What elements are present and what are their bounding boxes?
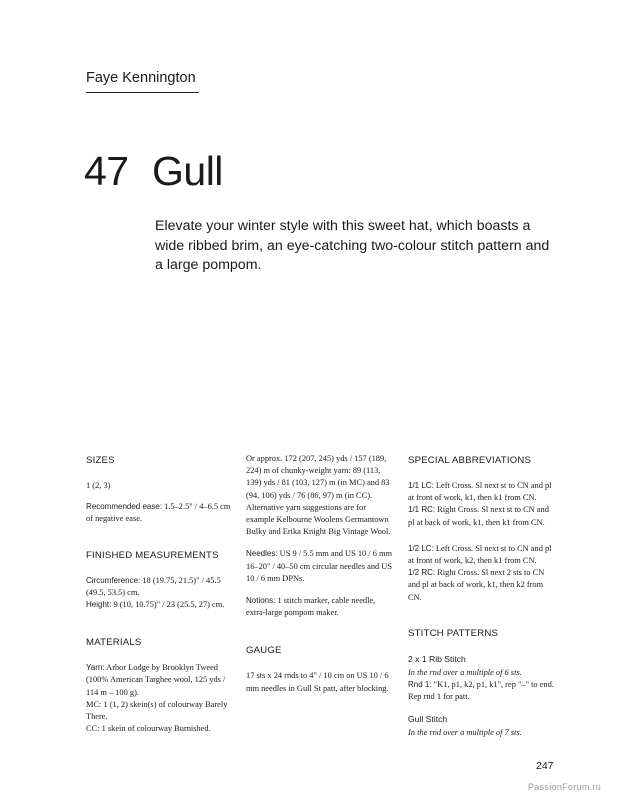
sizes-values: 1 (2, 3) [86, 481, 111, 490]
gauge-text: 17 sts x 24 rnds to 4" / 10 cm on US 10 / 6 mm needles in Gull St patt, after blocking. [246, 671, 389, 693]
cc-amount: CC: 1 skein of colourway Burnished. [86, 724, 211, 734]
rib-stitch-title: 2 x 1 Rib Stitch [408, 653, 466, 664]
stitch-patterns-heading: STITCH PATTERNS [408, 627, 499, 639]
abbr-1-2-rc-text: Right Cross. Sl next 2 sts to CN and pl at back of work, k1, then k2 from CN. [408, 568, 545, 602]
notions-label: Notions: [246, 596, 276, 606]
page-number: 247 [536, 760, 554, 772]
abbr-1-1-lc [408, 480, 556, 504]
needles [246, 548, 394, 585]
watermark: PassionForum.ru [528, 782, 602, 792]
alternative-yarn: Or approx. 172 (207, 245) yds / 157 (189, 224) m of chunky-weight yarn: 89 (113, 139) yds / 81 (103, 127) m (in MC) and 83 (94, 106) yds / 76 (86, 97) m (in CC). Alternative yarn suggestions are for example Kelbourne Woolens Germantown Bulky and Erika Knight Big Vintage Wool. [246, 454, 391, 537]
abbr-1-2-rc-label: 1/2 RC: [408, 568, 436, 578]
rib-rnd-text: "K1, p1, k2, p1, k1", rep "–" to end. Rep rnd 1 for patt. [408, 680, 554, 702]
height [86, 599, 234, 611]
intro-text: Elevate your winter style with this sweet hat, which boasts a wide ribbed brim, an eye-catching two-colour stitch pattern and a large pompom. [155, 218, 550, 273]
ease-text: 1.5–2.5" / 4–6.5 cm of negative ease. [86, 502, 231, 524]
abbr-1-2-rc [408, 567, 556, 604]
mc-amount: MC: 1 (1, 2) skein(s) of colourway Barely There. [86, 699, 228, 722]
abbr-1-2-lc-text: Left Cross. Sl next st to CN and pl at front of work, k2, then k1 from CN. [408, 543, 552, 566]
rib-stitch-rnd [408, 679, 556, 703]
notions [246, 595, 394, 619]
rib-rnd-label: Rnd 1: [408, 680, 432, 690]
sizes-heading: SIZES [86, 455, 115, 466]
ease-label: Recommended ease: [86, 502, 163, 512]
column-left [86, 455, 234, 744]
abbr-1-1-rc-text: Right Cross. Sl next st to CN and pl at back of work, k1, then k1 from CN. [408, 505, 549, 527]
abbr-1-2-lc [408, 543, 556, 567]
abbreviations-heading: SPECIAL ABBREVIATIONS [408, 455, 532, 466]
pattern-title: Gull [152, 148, 223, 194]
circumference-label: Circumference: [86, 575, 141, 585]
rib-stitch-note: In the rnd over a multiple of 6 sts. [408, 667, 522, 677]
gull-stitch-note: In the rnd over a multiple of 7 sts. [408, 728, 522, 738]
circumference-text: 18 (19.75, 21.5)" / 45.5 (49.5, 53.5) cm. [86, 575, 221, 597]
abbr-1-1-rc [408, 504, 556, 528]
gull-stitch-title: Gull Stitch [408, 714, 448, 725]
height-label: Height: [86, 600, 112, 610]
author-name: Faye Kennington [86, 70, 199, 93]
yarn-label: Yarn: [86, 663, 105, 673]
abbr-1-1-rc-label: 1/1 RC: [408, 505, 436, 515]
gauge-heading: GAUGE [246, 645, 282, 657]
column-right [408, 455, 556, 749]
abbr-1-2-lc-label: 1/2 LC: [408, 543, 434, 553]
notions-text: 1 stitch marker, cable needle, extra-large pompom maker. [246, 596, 376, 618]
abbr-1-1-lc-label: 1/1 LC: [408, 481, 434, 490]
height-text: 9 (10, 10.75)" / 23 (25.5, 27) cm. [111, 600, 225, 610]
abbr-1-1-lc-text: Left Cross. Sl next st to CN and pl at front of work, k1, then k1 from CN. [408, 481, 552, 503]
needles-text: US 9 / 5.5 mm and US 10 / 6 mm 16–20" / 40–50 cm circular needles and US 10 / 6 mm DPNs. [246, 549, 393, 583]
needles-label: Needles: [246, 549, 278, 559]
recommended-ease [86, 501, 234, 525]
circumference [86, 575, 234, 599]
pattern-number: 47 [84, 148, 129, 194]
column-middle [246, 453, 394, 704]
yarn [86, 662, 234, 699]
finished-heading: FINISHED MEASUREMENTS [86, 549, 219, 561]
yarn-text: Arbor Lodge by Brooklyn Tweed (100% American Targhee wool, 125 yds / 114 m – 100 g). [86, 663, 226, 697]
materials-heading: MATERIALS [86, 637, 142, 649]
